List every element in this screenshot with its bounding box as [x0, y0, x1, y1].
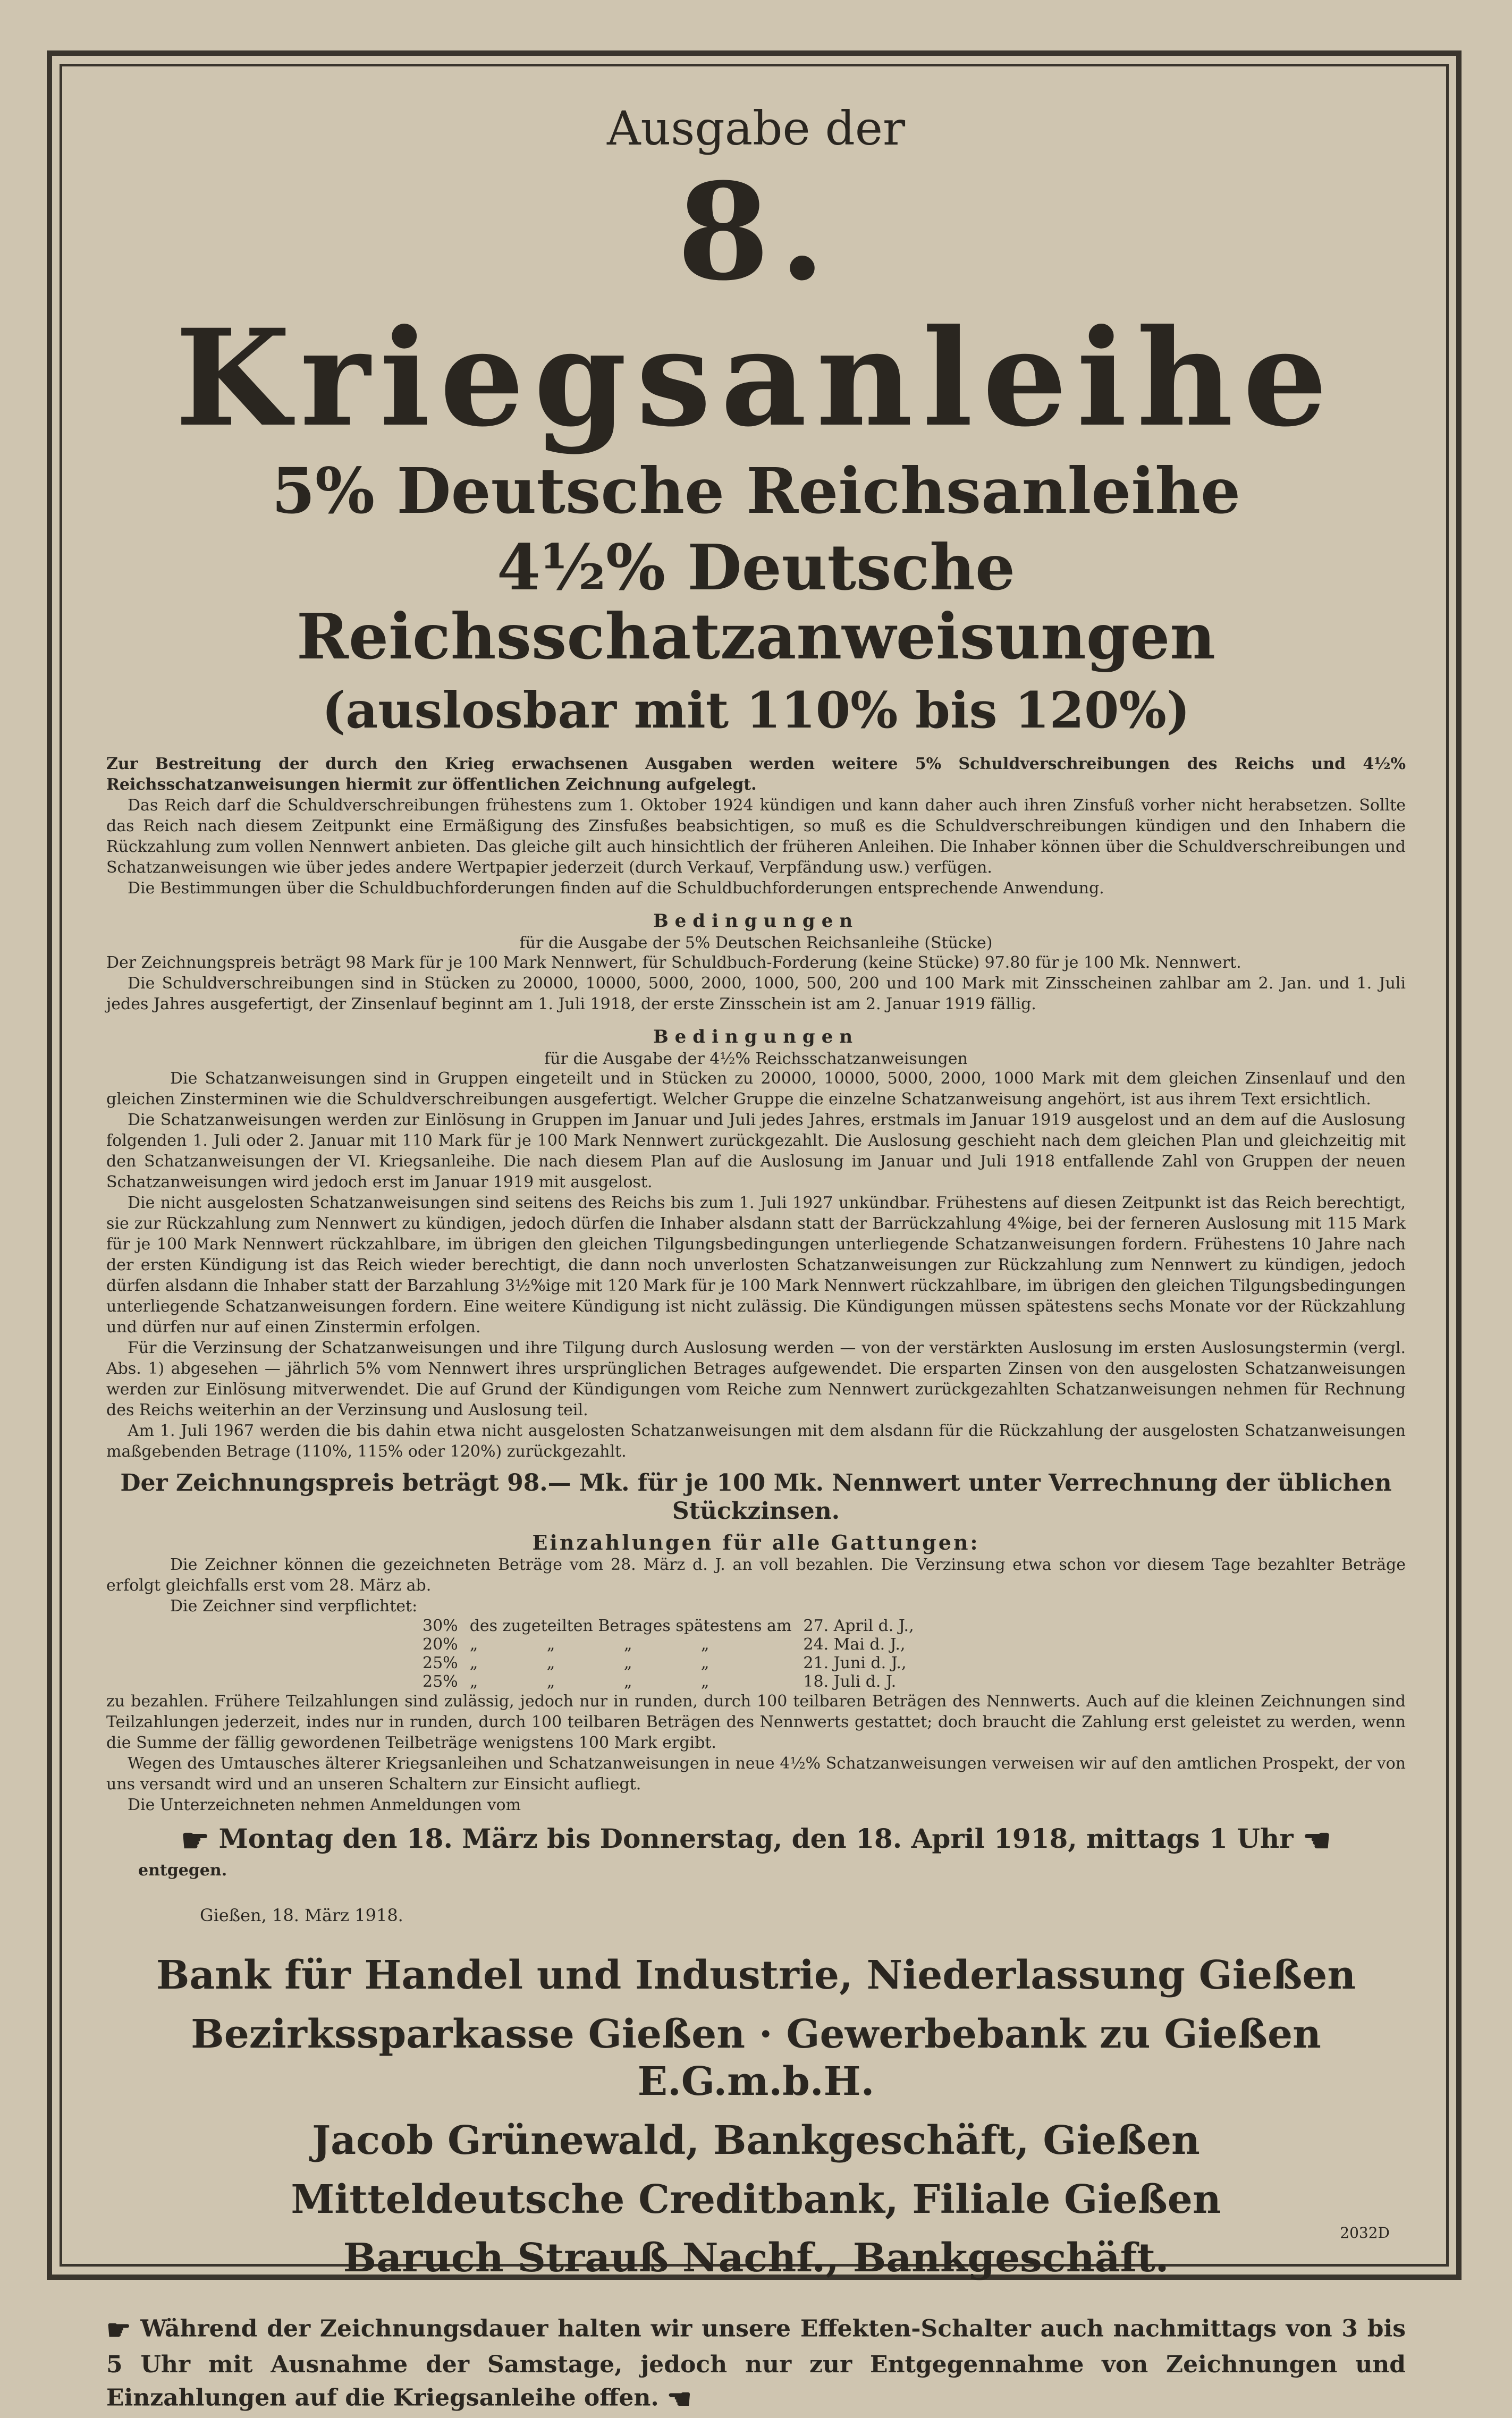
section2-paragraph-5: Am 1. Juli 1967 werden die bis dahin etwa nicht ausgelosten Schatzanweisungen mit dem alsdann für die Rückzahlung der ausgelosten Schatzanweisungen maßgebenden Betrage (110%, 115% oder 120%) zurückgezahlt. — [106, 1421, 1406, 1461]
schedule-row — [423, 1654, 926, 1672]
section2-paragraph-1: Die Schatzanweisungen sind in Gruppen eingeteilt und in Stücken zu 20000, 10000, 5000, 2000, 1000 Mark mit dem gleichen Zinsenlauf und den gleichen Zinsterminen wie die Schuldverschreibungen ausgefertigt. Welcher Gruppe die einzelne Schatzanweisung angehört, ist aus ihrem Text ersichtlich. — [106, 1069, 1406, 1109]
payments-paragraph-5: Die Unterzeichneten nehmen Anmeldungen vom — [128, 1796, 521, 1815]
subtitle-schatzanweisungen: 4½% Deutsche Reichsschatzanweisungen — [296, 530, 1216, 673]
schedule-text: „ „ „ „ — [469, 1672, 741, 1692]
section1-paragraph-1: Der Zeichnungspreis beträgt 98 Mark für je 100 Mark Nennwert, für Schuldbuch-Forderung (keine Stücke) 97.80 für je 100 Mk. Nennwert. — [106, 953, 1241, 972]
pointing-hand-left-icon: ☚ — [667, 2382, 692, 2415]
schedule-date: 27. April d. J., — [803, 1617, 914, 1636]
schedule-date: 18. Juli d. J. — [803, 1672, 897, 1692]
bank-name: Baruch Strauß Nachf., Bankgeschäft. — [343, 2235, 1169, 2281]
dates-text: Montag den 18. März bis Donnerstag, den 18. April 1918, mittags 1 Uhr — [218, 1823, 1294, 1855]
section2-body — [106, 1068, 1406, 1462]
section2-subheading: für die Ausgabe der 4½% Reichsschatzanweisungen — [544, 1049, 968, 1068]
intro-paragraph-1: Zur Bestreitung der durch den Krieg erwachsenen Ausgaben werden weitere 5% Schuldverschreibungen des Reichs und 4½% Reichsschatzanweisungen hiermit zur öffentlichen Zeichnung aufgelegt. — [106, 754, 1406, 794]
print-number: 2032D — [1340, 2224, 1390, 2242]
bank-name: Bezirkssparkasse Gießen · Gewerbebank zu Gießen E.G.m.b.H. — [191, 2011, 1321, 2104]
page-title: 8. Kriegsanleihe — [175, 154, 1337, 456]
bank-name: Mitteldeutsche Creditbank, Filiale Gießen — [291, 2176, 1221, 2222]
schedule-pct: 30% — [423, 1617, 458, 1636]
schedule-row — [423, 1672, 926, 1691]
section2-paragraph-2: Die Schatzanweisungen werden zur Einlösung in Gruppen im Januar und Juli jedes Jahres, erstmals im Januar 1919 ausgelost und an dem auf die Auslosung folgenden 1. Juli oder 2. Januar mit 110 Mark für je 100 Mark Nennwert zurückgezahlt. Die Auslosung geschieht nach dem gleichen Plan und gleichzeitig mit den Schatzanweisungen der VI. Kriegsanleihe. Die nach diesem Plan auf die Auslosung im Januar und Juli 1918 entfallende Zahl von Gruppen der neuen Schatzanweisungen wird jedoch erst im Januar 1919 mit ausgelost. — [106, 1110, 1406, 1191]
schedule-row — [423, 1635, 926, 1654]
schedule-pct: 20% — [423, 1635, 458, 1654]
pointing-hand-icon: ☛ — [181, 1822, 210, 1860]
section1-heading: Bedingungen — [653, 910, 859, 932]
closing-text: Während der Zeichnungsdauer halten wir unsere Effekten-Schalter auch nachmittags von 3 bis 5 Uhr mit Ausnahme der Samstage, jedoch nur zur Entgegennahme von Zeichnungen und Einzahlungen auf die Kriegsanleihe offen. — [106, 2315, 1406, 2412]
section2-paragraph-4: Für die Verzinsung der Schatzanweisungen und ihre Tilgung durch Auslosung werden — von der verstärkten Auslosung im ersten Auslosungstermin (vergl. Abs. 1) abgesehen — jährlich 5% vom Nennwert ihres ursprünglichen Betrages aufgewendet. Die ersparten Zinsen von den ausgelosten Schatzanweisungen werden zur Einlösung mitverwendet. Die auf Grund der Kündigungen vom Reiche zum Nennwert zurückgezahlten Schatzanweisungen nehmen für Rechnung des Reichs weiterhin an der Verzinsung und Auslosung teil. — [106, 1338, 1406, 1419]
payments-heading: Einzahlungen für alle Gattungen: — [532, 1531, 980, 1555]
section1-subheading: für die Ausgabe der 5% Deutschen Reichsanleihe (Stücke) — [519, 933, 993, 952]
schedule-text: „ „ „ „ — [469, 1654, 741, 1673]
intro-paragraph-2: Das Reich darf die Schuldverschreibungen frühestens zum 1. Oktober 1924 kündigen und kann daher auch ihren Zinsfuß vorher nicht herabsetzen. Sollte das Reich nach diesem Zeitpunkt eine Ermäßigung des Zinsfußes beabsichtigen, so muß es die Schuldverschreibungen kündigen und den Inhabern die Rückzahlung zum vollen Nennwert anbieten. Das gleiche gilt auch hinsichtlich der früheren Anleihen. Die Inhaber können über die Schuldverschreibungen und Schatzanweisungen wie über jedes andere Wertpapier jederzeit (durch Verkauf, Verpfändung usw.) verfügen. — [106, 796, 1406, 877]
payments-paragraph-1: Die Zeichner können die gezeichneten Beträge vom 28. März d. J. an voll bezahlen. Die Verzinsung etwa schon vor diesem Tage bezahlter Beträge erfolgt gleichfalls erst vom 28. März ab. — [106, 1555, 1406, 1595]
section1-paragraph-2: Die Schuldverschreibungen sind in Stücken zu 20000, 10000, 5000, 2000, 1000, 500, 200 und 100 Mark mit Zinsscheinen zahlbar am 2. Jan. und 1. Juli jedes Jahres ausgefertigt, der Zinsenlauf beginnt am 1. Juli 1918, der erste Zinsschein ist am 2. Januar 1919 fällig. — [106, 974, 1406, 1013]
pointing-hand-icon: ☛ — [106, 2314, 131, 2347]
intro-paragraph-3: Die Bestimmungen über die Schuldbuchforderungen finden auf die Schuldbuchforderungen entsprechende Anwendung. — [128, 878, 1104, 898]
section2-heading: Bedingungen — [653, 1026, 859, 1047]
bank-name: Bank für Handel und Industrie, Niederlassung Gießen — [156, 1952, 1356, 1999]
poster-content — [106, 80, 1406, 2415]
price-line: Der Zeichnungspreis beträgt 98.— Mk. für je 100 Mk. Nennwert unter Verrechnung der üblichen Stückzinsen. — [120, 1469, 1392, 1525]
payment-schedule — [423, 1617, 926, 1691]
section1-body — [106, 952, 1406, 1014]
bank-name: Jacob Grünewald, Bankgeschäft, Gießen — [312, 2117, 1200, 2163]
schedule-text: des zugeteilten Betrages spätestens am — [469, 1617, 792, 1636]
schedule-date: 24. Mai d. J., — [803, 1635, 906, 1654]
schedule-pct: 25% — [423, 1654, 458, 1673]
schedule-pct: 25% — [423, 1672, 458, 1692]
payments-body — [106, 1554, 1406, 1815]
subtitle-auslosbar: (auslosbar mit 110% bis 120%) — [322, 681, 1190, 740]
subscription-dates — [106, 1822, 1406, 1860]
payments-paragraph-4: Wegen des Umtausches älterer Kriegsanleihen und Schatzanweisungen in neue 4½% Schatzanweisungen verweisen wir auf den amtlichen Prospekt, der von uns versandt wird und an unseren Schaltern zur Einsicht aufliegt. — [106, 1754, 1406, 1794]
section2-paragraph-3: Die nicht ausgelosten Schatzanweisungen sind seitens des Reichs bis zum 1. Juli 1927 unkündbar. Frühestens auf diesen Zeitpunkt ist das Reich berechtigt, sie zur Rückzahlung zum Nennwert zu kündigen, jedoch dürfen die Inhaber alsdann statt der Barrückzahlung 4%ige, bei der ferneren Auslosung mit 115 Mark für je 100 Mark Nennwert rückzahlbare, im übrigen den gleichen Tilgungsbedingungen unterliegende Schatzanweisungen fordern. Frühestens 10 Jahre nach der ersten Kündigung ist das Reich wieder berechtigt, die dann noch unverlosten Schatzanweisungen zur Rückzahlung zum Nennwert zu kündigen, jedoch dürfen alsdann die Inhaber statt der Barzahlung 3½%ige mit 120 Mark für je 100 Mark Nennwert rückzahlbare, im übrigen den gleichen Tilgungsbedingungen unterliegende Schatzanweisungen fordern. Eine weitere Kündigung ist nicht zulässig. Die Kündigungen müssen spätestens sechs Monate vor der Rückzahlung und dürfen nur auf einen Zinstermin erfolgen. — [106, 1193, 1406, 1337]
schedule-date: 21. Juni d. J., — [803, 1654, 907, 1673]
payments-paragraph-3: zu bezahlen. Frühere Teilzahlungen sind zulässig, jedoch nur in runden, durch 100 teilbaren Beträgen des Nennwerts. Auch auf die kleinen Zeichnungen sind Teilzahlungen jederzeit, indes nur in runden, durch 100 teilbaren Beträgen des Nennwerts gestattet; doch braucht die Zahlung erst geleistet zu werden, wenn die Summe der fällig gewordenen Teilbeträge wenigstens 100 Mark ergibt. — [106, 1692, 1406, 1753]
pointing-hand-left-icon: ☚ — [1302, 1822, 1331, 1860]
closing-note — [106, 2312, 1406, 2418]
schedule-text: „ „ „ „ — [469, 1635, 741, 1654]
place-date: Gießen, 18. März 1918. — [200, 1905, 403, 1926]
subtitle-reichsanleihe: 5% Deutsche Reichsanleihe — [271, 454, 1241, 528]
header-ausgabe: Ausgabe der — [606, 101, 906, 156]
payments-paragraph-2: Die Zeichner sind verpflichtet: — [170, 1597, 418, 1616]
entgegen-text: entgegen. — [138, 1861, 227, 1880]
schedule-row — [423, 1617, 926, 1635]
intro-section — [106, 754, 1406, 899]
